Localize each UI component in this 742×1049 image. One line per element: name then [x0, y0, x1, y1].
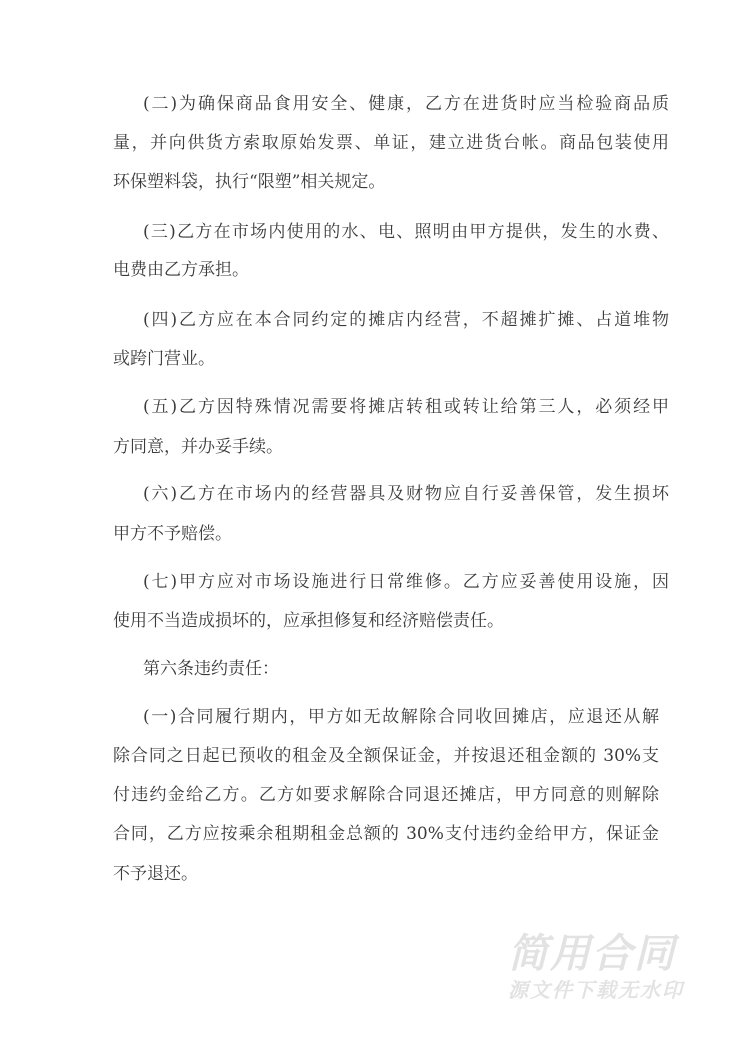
watermark-subtitle: 源文件下载无水印: [508, 978, 684, 1002]
text-line: (五)乙方因特殊情况需要将摊店转租或转让给第三人，必须经甲: [143, 397, 669, 417]
text-line: 除合同之日起已预收的租金及全额保证金，并按退还租金额的 30%支: [113, 746, 659, 766]
text-line: (一)合同履行期内，甲方如无故解除合同收回摊店，应退还从解: [143, 707, 659, 727]
text-line: 付违约金给乙方。乙方如要求解除合同退还摊店，甲方同意的则解除: [113, 785, 659, 805]
text-line: (七)甲方应对市场设施进行日常维修。乙方应妥善使用设施，因: [143, 572, 669, 592]
text-line: 合同，乙方应按乘余租期租金总额的 30%支付违约金给甲方，保证金: [113, 824, 659, 844]
watermark-title: 简用合同: [508, 931, 676, 977]
text-line: 或跨门营业。: [113, 349, 215, 369]
text-line: 方同意，并办妥手续。: [113, 437, 283, 457]
text-line: (四)乙方应在本合同约定的摊店内经营，不超摊扩摊、占道堆物: [143, 310, 669, 330]
text-line: (三)乙方在市场内使用的水、电、照明由甲方提供，发生的水费、: [143, 222, 669, 242]
text-line: (二)为确保商品食用安全、健康，乙方在进货时应当检验商品质: [143, 94, 669, 114]
text-line: 使用不当造成损坏的，应承担修复和经济赔偿责任。: [113, 611, 504, 631]
text-line: 甲方不予赔偿。: [113, 524, 232, 544]
section-heading: 第六条违约责任：: [143, 659, 279, 679]
text-line: 环保塑料袋，执行“限塑”相关规定。: [113, 172, 386, 192]
text-line: 电费由乙方承担。: [113, 260, 249, 280]
text-line: 量，并向供货方索取原始发票、单证，建立进货台帐。商品包装使用: [113, 133, 669, 153]
text-line: (六)乙方在市场内的经营器具及财物应自行妥善保管，发生损坏: [143, 484, 669, 504]
text-line: 不予退还。: [113, 864, 198, 884]
